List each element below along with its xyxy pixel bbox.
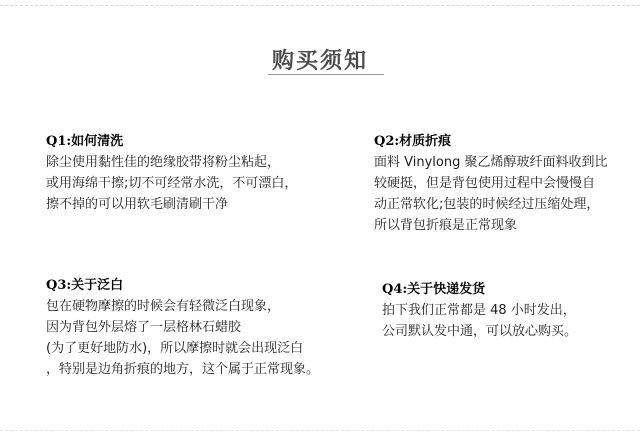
- answer-line: 因为背包外层熔了一层格林石蜡胶: [46, 320, 242, 335]
- question-heading: Q3:关于泛白: [46, 278, 124, 293]
- qa-block-material-creases: [374, 131, 607, 236]
- qa-block-shipping: [382, 279, 577, 342]
- page-title: 购买须知: [271, 49, 368, 74]
- answer-line: 拍下我们正常都是 48 小时发出，: [382, 303, 576, 318]
- question-heading: Q4:关于快递发货: [382, 282, 486, 297]
- top-divider: [0, 5, 640, 6]
- answer-line: (为了更好地防水)，所以摩擦时就会出现泛白: [46, 341, 304, 356]
- answer-line: 除尘使用黏性佳的绝缘胶带将粉尘粘起，: [46, 155, 281, 170]
- answer-line: 擦不掉的可以用软毛刷清刷干净: [46, 197, 229, 212]
- answer-line: 或用海绵干擦;切不可经常水洗，不可漂白，: [46, 176, 298, 191]
- question-heading: Q1:如何清洗: [46, 134, 124, 149]
- answer-line: 动正常软化;包装的时候经过压缩处理，: [374, 197, 600, 212]
- qa-block-whitening: [46, 275, 319, 380]
- answer-line: 较硬挺，但是背包使用过程中会慢慢自: [374, 176, 596, 191]
- qa-block-cleaning: [46, 131, 297, 215]
- answer-line: 面料 Vinylong 聚乙烯醇玻纤面料收到比: [374, 155, 608, 170]
- answer-line: 公司默认发中通，可以放心购买。: [382, 324, 578, 339]
- answer-line: 包在硬物摩擦的时候会有轻微泛白现象，: [46, 299, 281, 314]
- answer-line: ，特别是边角折痕的地方，这个属于正常现象。: [46, 362, 320, 377]
- title-underline: [268, 74, 384, 75]
- answer-line: 所以背包折痕是正常现象: [374, 218, 518, 233]
- bottom-divider: [0, 430, 640, 431]
- question-heading: Q2:材质折痕: [374, 134, 452, 149]
